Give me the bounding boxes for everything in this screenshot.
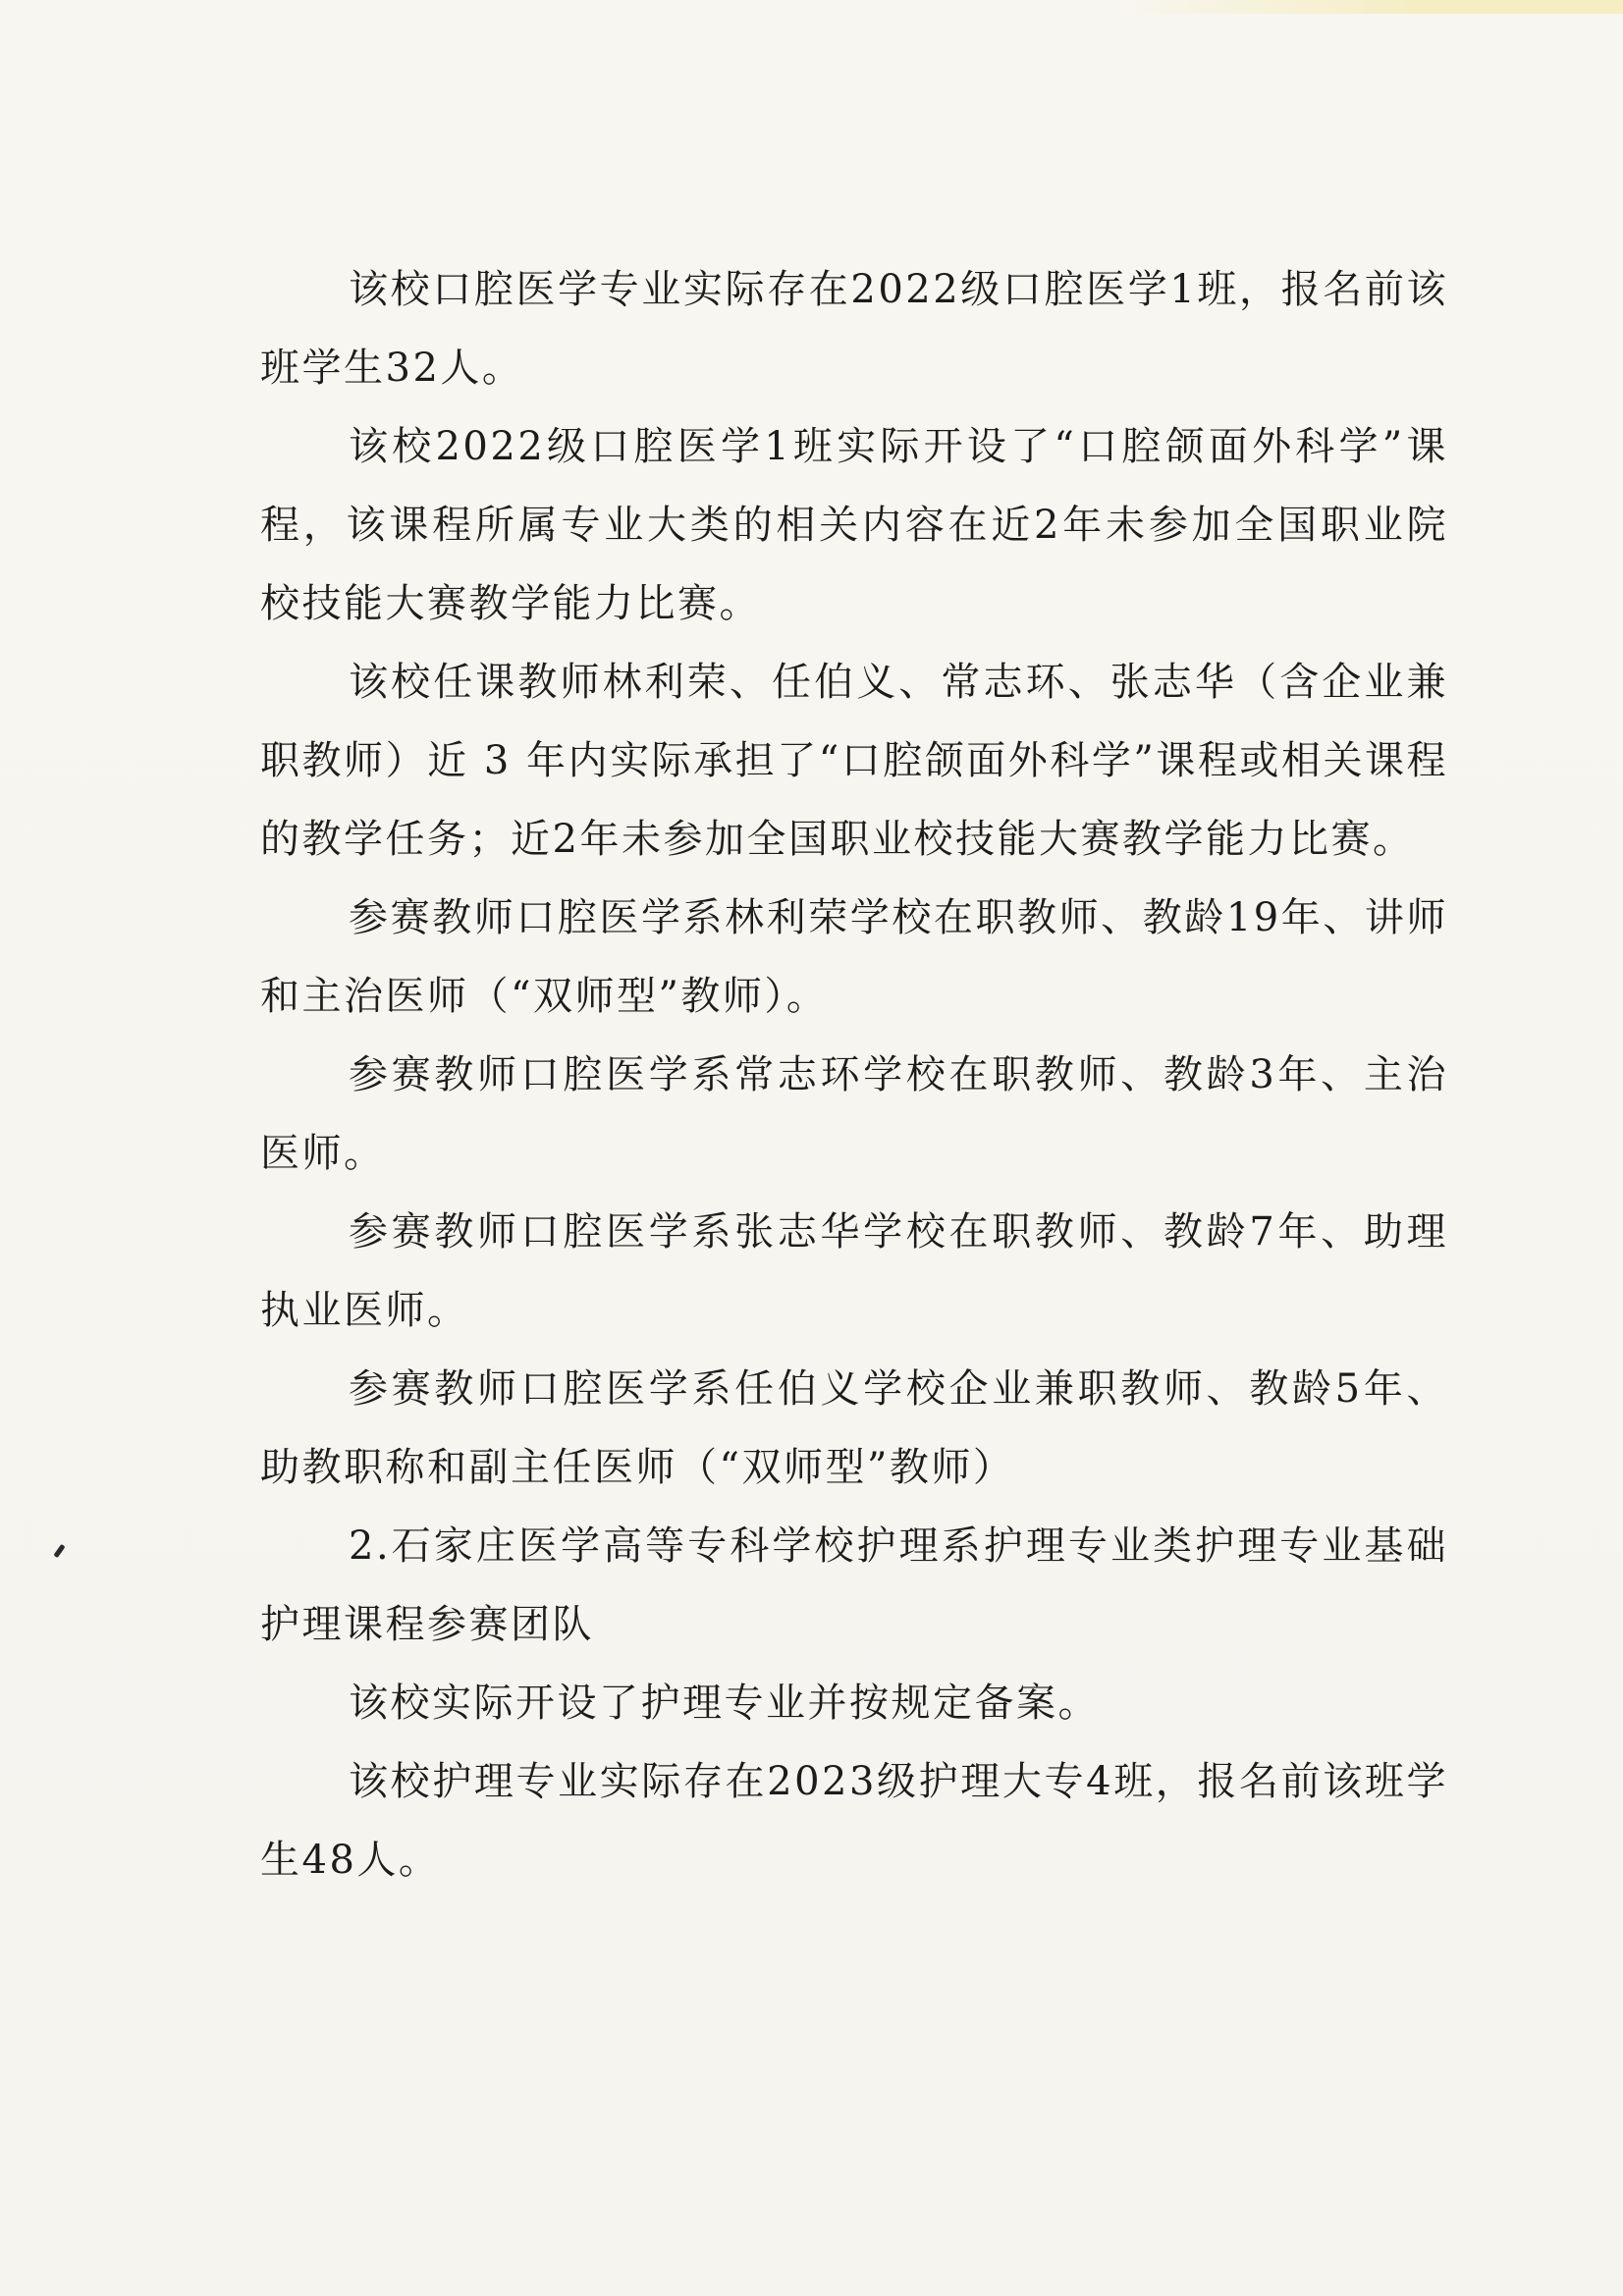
paragraph-course-info: 该校2022级口腔医学1班实际开设了“口腔颌面外科学”课程，该课程所属专业大类的相关内容在近2年未参加全国职业院校技能大赛教学能力比赛。 — [260, 424, 1448, 626]
paragraph-teacher-chang: 参赛教师口腔医学系常志环学校在职教师、教龄3年、主治医师。 — [260, 1052, 1448, 1176]
paragraph-teacher-zhang: 参赛教师口腔医学系张志华学校在职教师、教龄7年、助理执业医师。 — [260, 1209, 1448, 1333]
paragraph-teachers-info: 该校任课教师林利荣、任伯义、常志环、张志华（含企业兼职教师）近 3 年内实际承担了“口腔颌面外科学”课程或相关课程的教学任务；近2年未参加全国职业校技能大赛教学能力比赛。 — [260, 660, 1448, 862]
paragraph-nursing-major: 该校实际开设了护理专业并按规定备案。 — [349, 1681, 1100, 1726]
paragraph-nursing-team-heading: 2.石家庄医学高等专科学校护理系护理专业类护理专业基础护理课程参赛团队 — [260, 1523, 1448, 1647]
paragraph-nursing-class: 该校护理专业实际存在2023级护理大专4班，报名前该班学生48人。 — [260, 1759, 1448, 1883]
document-body — [260, 250, 1448, 1899]
paragraph-teacher-lin: 参赛教师口腔医学系林利荣学校在职教师、教龄19年、讲师和主治医师（“双师型”教师）。 — [260, 895, 1448, 1019]
paragraph-class-info: 该校口腔医学专业实际存在2022级口腔医学1班，报名前该班学生32人。 — [260, 267, 1448, 391]
scan-edge-tint — [1112, 0, 1623, 14]
scan-speck-mark — [53, 1544, 65, 1558]
paragraph-teacher-ren: 参赛教师口腔医学系任伯义学校企业兼职教师、教龄5年、助教职称和副主任医师（“双师型”教师） — [260, 1366, 1448, 1490]
